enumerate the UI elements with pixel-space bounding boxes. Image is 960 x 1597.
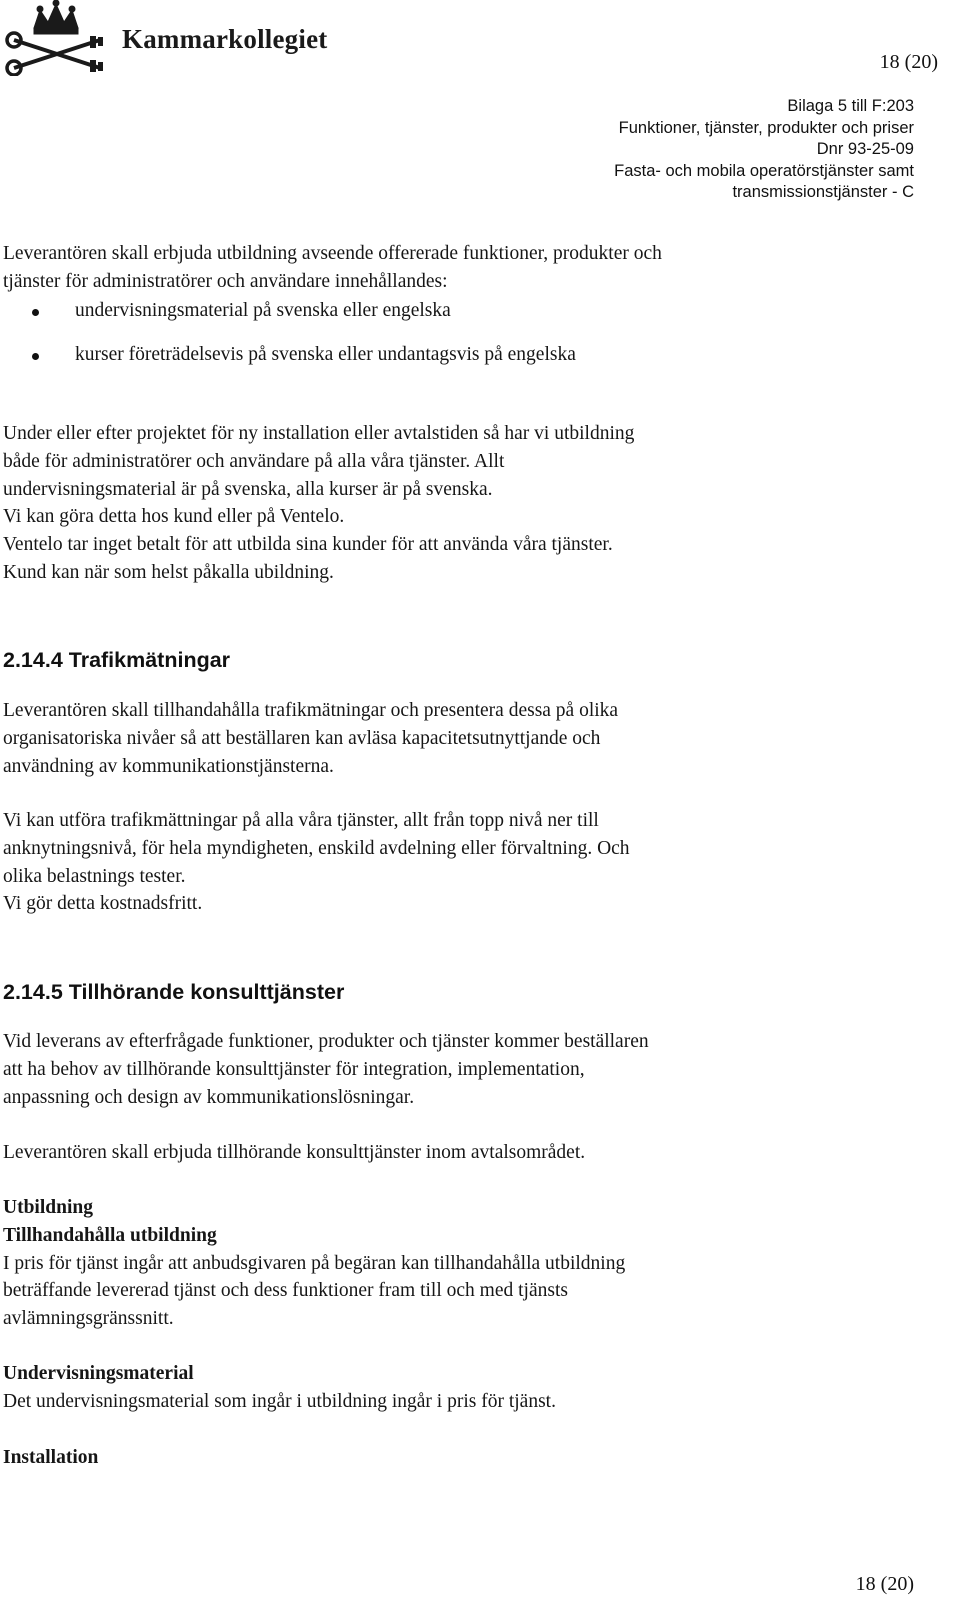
text-line: organisatoriska nivåer så att beställaren kan avläsa kapacitetsutnyttjande och bbox=[3, 727, 601, 749]
training-answer bbox=[3, 420, 933, 587]
konsult-requirement-2 bbox=[3, 1139, 933, 1167]
text-line: anknytningsnivå, för hela myndigheten, enskild avdelning eller förvaltning. Och bbox=[3, 837, 630, 859]
header-line: Bilaga 5 till F:203 bbox=[787, 97, 914, 115]
section-heading-trafikmatningar: 2.14.4 Trafikmätningar bbox=[3, 648, 231, 672]
subheading-undervisningsmaterial: Undervisningsmaterial bbox=[3, 1363, 194, 1384]
trafik-requirement bbox=[3, 697, 933, 780]
text-line: tjänster för administratörer och användare innehållandes: bbox=[3, 270, 448, 292]
training-requirement bbox=[3, 240, 933, 296]
subheading-tillhandahalla-utbildning: Tillhandahålla utbildning bbox=[3, 1224, 217, 1246]
section-heading-konsulttjanster: 2.14.5 Tillhörande konsulttjänster bbox=[3, 980, 345, 1004]
subheading-installation: Installation bbox=[3, 1447, 99, 1468]
text-line: att ha behov av tillhörande konsulttjänster för integration, implementation, bbox=[3, 1058, 585, 1080]
text-line: Vi gör detta kostnadsfritt. bbox=[3, 893, 203, 915]
list-item-text: undervisningsmaterial på svenska eller engelska bbox=[75, 300, 451, 321]
text-line: Ventelo tar inget betalt för att utbilda sina kunder för att använda våra tjänster. bbox=[3, 534, 613, 556]
text-line: Under eller efter projektet för ny installation eller avtalstiden så har vi utbildning bbox=[3, 423, 635, 444]
crown-keys-icon bbox=[4, 0, 116, 76]
text-line: I pris för tjänst ingår att anbudsgivaren på begäran kan tillhandahålla utbildning bbox=[3, 1252, 626, 1274]
page-number-top: 18 (20) bbox=[879, 51, 938, 73]
page-number-bottom: 18 (20) bbox=[855, 1573, 914, 1595]
undervisningsmaterial-block bbox=[3, 1360, 933, 1416]
text-line: beträffande levererad tjänst och dess funktioner fram till och med tjänsts bbox=[3, 1280, 568, 1302]
text-line: Leverantören skall erbjuda tillhörande konsulttjänster inom avtalsområdet. bbox=[3, 1142, 586, 1163]
konsult-requirement bbox=[3, 1028, 933, 1111]
header-line: Fasta- och mobila operatörstjänster samt bbox=[614, 161, 914, 180]
document-header bbox=[614, 96, 914, 204]
bullet-icon bbox=[32, 353, 39, 360]
header-line: Funktioner, tjänster, produkter och priser bbox=[618, 118, 914, 137]
text-line: Kund kan när som helst påkalla ubildning. bbox=[3, 561, 334, 583]
text-line: olika belastnings tester. bbox=[3, 865, 186, 887]
text-line: Leverantören skall tillhandahålla trafikmätningar och presentera dessa på olika bbox=[3, 700, 619, 721]
logo-wordmark: Kammarkollegiet bbox=[122, 24, 328, 54]
kammarkollegiet-logo bbox=[4, 0, 344, 76]
subheading-utbildning: Utbildning bbox=[3, 1197, 93, 1218]
text-line: Vi kan göra detta hos kund eller på Ventelo. bbox=[3, 506, 345, 528]
text-line: Vid leverans av efterfrågade funktioner, produkter och tjänster kommer beställaren bbox=[3, 1031, 649, 1052]
utbildning-block bbox=[3, 1194, 933, 1333]
installation-block bbox=[3, 1444, 933, 1472]
text-line: användning av kommunikationstjänsterna. bbox=[3, 755, 334, 777]
text-line: avlämningsgränssnitt. bbox=[3, 1308, 174, 1330]
bullet-icon bbox=[32, 309, 39, 316]
text-line: Vi kan utföra trafikmättningar på alla våra tjänster, allt från topp nivå ner till bbox=[3, 810, 599, 831]
trafik-answer bbox=[3, 807, 933, 918]
header-line: Dnr 93-25-09 bbox=[816, 140, 914, 158]
header-line: transmissionstjänster - C bbox=[732, 183, 914, 201]
text-line: undervisningsmaterial är på svenska, alla kurser är på svenska. bbox=[3, 478, 493, 500]
text-line: Det undervisningsmaterial som ingår i utbildning ingår i pris för tjänst. bbox=[3, 1390, 556, 1412]
list-item-text: kurser företrädelsevis på svenska eller undantagsvis på engelska bbox=[75, 344, 576, 365]
text-line: både för administratörer och användare på alla våra tjänster. Allt bbox=[3, 450, 505, 472]
text-line: anpassning och design av kommunikationslösningar. bbox=[3, 1086, 415, 1108]
text-line: Leverantören skall erbjuda utbildning avseende offererade funktioner, produkter och bbox=[3, 243, 662, 264]
